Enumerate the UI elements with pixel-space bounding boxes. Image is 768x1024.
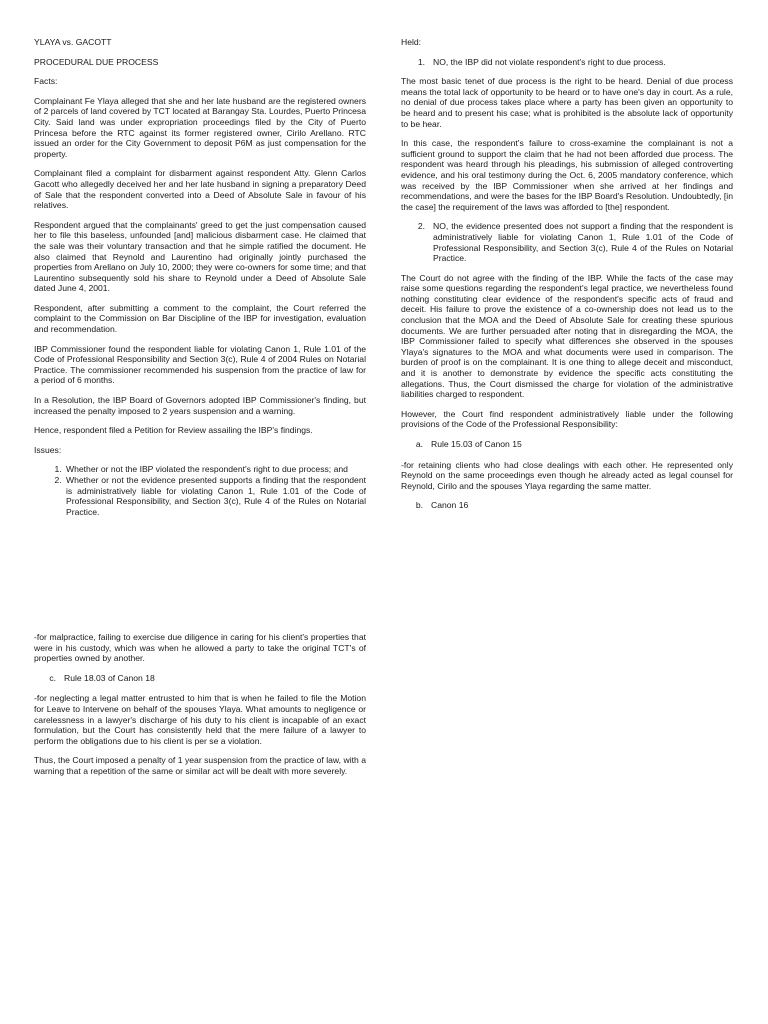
provision-b: [401, 500, 733, 511]
left-column: [34, 37, 366, 526]
right-column: [401, 37, 733, 521]
held-item-number: 2.: [417, 221, 425, 232]
held-paragraph: In this case, the respondent's failure to cross-examine the complainant is not a sufficient ground to support the claim that he had not been afforded due process. The respondent was heard through his pleadings, his submission of alleged controverting evidence, and his oral testimony during the Oct. 6, 2005 mandatory conference, which was received by the IBP Commissioner when she arrived at her findings and recommendations, and were the bases for the IBP Board's Resolution. Undoubtedly, [in the case] the requirement of the laws was afforded to [the] respondent.: [401, 138, 733, 212]
provision-paragraph: -for neglecting a legal matter entrusted to him that is when he failed to file the Motion for Leave to Intervene on behalf of the spouses Ylaya. What amounts to negligence or carelessness in a lawyer's discharge of his duty to his client is incapable of an exact formulation, but the Court has consistently held that the mere failure of a lawyer to perform the obligations due to his client is per se a violation.: [34, 693, 366, 746]
facts-paragraph: Complainant filed a complaint for disbarment against respondent Atty. Glenn Carlos Gacott who allegedly deceived her and her late husband in signing a preparatory Deed of Sale that the respondent converted into a Deed of Absolute Sale in favour of his relatives.: [34, 168, 366, 211]
provision-letter: c.: [49, 672, 56, 683]
penalty-paragraph: Thus, the Court imposed a penalty of 1 year suspension from the practice of law, with a warning that a repetition of the same or similar act will be dealt with more severely.: [34, 755, 366, 776]
case-subtitle: PROCEDURAL DUE PROCESS: [34, 56, 159, 67]
held-item-1: [401, 57, 733, 68]
bottom-left-column: [34, 632, 366, 786]
held-item-text: NO, the IBP did not violate respondent's right to due process.: [433, 56, 666, 67]
held-paragraph: The most basic tenet of due process is the right to be heard. Denial of due process means the total lack of opportunity to be heard or to have one's day in court. As a rule, no denial of due process takes place where a party has been given an opportunity to be heard and to present his case; what is prohibited is the absolute lack of opportunity to be hear.: [401, 76, 733, 129]
held-item-2: [401, 221, 733, 263]
provision-c: [34, 673, 366, 684]
held-heading: Held:: [401, 37, 422, 47]
held-paragraph: However, the Court find respondent administratively liable under the following provisions of the Code of the Professional Responsibility:: [401, 408, 733, 430]
facts-heading: Facts:: [34, 76, 58, 87]
provision-paragraph: -for retaining clients who had close dealings with each other. He represented only Reynold on the same proceedings even though he already acted as legal counsel for Reynold, Cirilo and the spouses Ylaya regarding the same matter.: [401, 459, 733, 491]
facts-paragraph: Respondent, after submitting a comment to the complaint, the Court referred the complaint to the Commission on Bar Discipline of the IBP for investigation, evaluation and recommendation.: [34, 302, 366, 335]
provision-title: Canon 16: [431, 500, 469, 511]
facts-paragraph: Hence, respondent filed a Petition for Review assailing the IBP's findings.: [34, 425, 313, 436]
facts-paragraph: Respondent argued that the complainants' greed to get the just compensation caused her to file this baseless, unfounded [and] malicious disbarment case. He claimed that the sale was their voluntary transaction and that he simple ratified the document. He also claimed that Reynold and Laurentino had originally jointly purchased the properties from Arellano on July 10, 2000; they were co-owners for some time; and that Laurentino subsequently sold his share to Reynold under a Deed of Absolute Sale dated June 4, 2001.: [34, 219, 366, 294]
provision-letter: b.: [415, 500, 423, 511]
held-item-text: NO, the evidence presented does not support a finding that the respondent is administratively liable for violating Canon 1, Rule 1.01 of the Code of Professional Responsibility, and Section 3(c), Rule 4 of the Rules on Notarial Practice.: [433, 221, 733, 264]
held-item-number: 1.: [417, 56, 425, 67]
provision-title: Rule 15.03 of Canon 15: [431, 439, 522, 449]
provision-a: [401, 439, 733, 450]
facts-paragraph: Complainant Fe Ylaya alleged that she and her late husband are the registered owners of 2 parcels of land covered by TCT located at Barangay Sta. Lourdes, Puerto Princesa City. Said land was under expropriation proceedings filed by the City of Puerto Princesa before the RTC against its former registered owner, Cirilo Arellano. RTC issued an order for the City Government to deposit P6M as just compensation for the property.: [34, 95, 366, 159]
provision-letter: a.: [415, 439, 423, 449]
issue-item: 2. Whether or not the evidence presented supports a finding that the respondent is administratively liable for violating Canon 1, Rule 1.01 of the Code of Professional Responsibility, and Section 3(c), Rule 4 of the Rules on Notarial Practice.: [64, 475, 366, 517]
issues-heading: Issues:: [34, 444, 62, 455]
facts-paragraph: In a Resolution, the IBP Board of Governors adopted IBP Commissioner's finding, but increased the penalty imposed to 2 years suspension and a warning.: [34, 395, 366, 416]
facts-paragraph: IBP Commissioner found the respondent liable for violating Canon 1, Rule 1.01 of the Code of Professional Responsibility and Section 3(c), Rule 4 of 2004 Rules on Notarial Practice. The commissioner recommended his suspension from the practice of law for a period of 6 months.: [34, 343, 366, 386]
held-paragraph: The Court do not agree with the finding of the IBP. While the facts of the case may raise some questions regarding the respondent's legal practice, we nevertheless found nothing constituting clear evidence of the respondent's specific acts of fraud and deceit. His failure to prove the existence of a co-ownership does not lead us to the conclusion that the MOA and the Deed of Absolute Sale for creating these spurious documents. We are further persuaded after noting that in disregarding the MOA, the IBP Commissioner failed to specify what differences she observed in the spouses Ylaya's signatures to the MOA and what documents were used in comparison. The burden of proof is on the complainant. It is one thing to allege deceit and misconduct, and it is another to demonstrate by evidence the specific acts constituting the allegations. Thus, the Court dismissed the charge for violation of the administrative liabilities charged to respondent.: [401, 272, 733, 400]
issue-item: 1. Whether or not the IBP violated the respondent's right to due process; and: [64, 464, 366, 475]
case-title: YLAYA vs. GACOTT: [34, 37, 112, 47]
issues-list: [34, 464, 366, 517]
provision-paragraph: -for malpractice, failing to exercise due diligence in caring for his client's properties that were in his custody, which was when he allowed a party to take the original TCT's of properties owned by another.: [34, 632, 366, 664]
provision-title: Rule 18.03 of Canon 18: [64, 672, 155, 683]
